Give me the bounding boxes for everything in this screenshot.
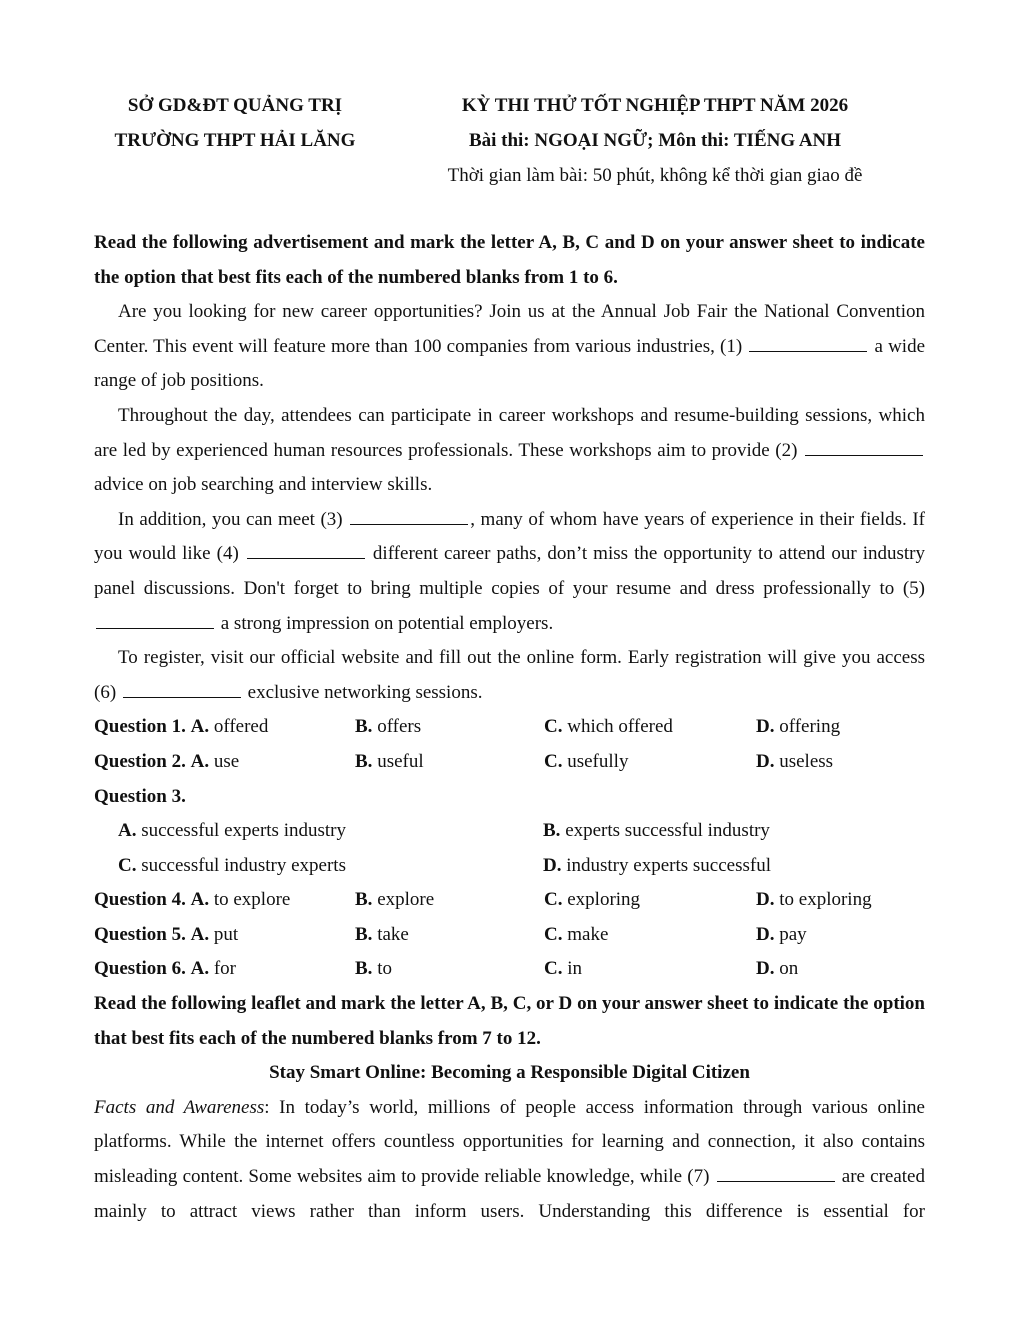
option-a[interactable]: offered (213, 716, 269, 738)
question-3-row-2 (94, 849, 925, 884)
option-a[interactable]: for (213, 958, 236, 980)
text: Throughout the day, attendees can participate in career workshops and resume-building sessions, which are led by experienced human resources professionals. These workshops aim to provide (2) (94, 404, 925, 461)
option-letter: C. (544, 889, 563, 911)
department-name: SỞ GD&ĐT QUẢNG TRỊ (127, 95, 343, 116)
school-header (70, 88, 400, 158)
question-1 (94, 710, 925, 745)
option-c[interactable]: usefully (567, 750, 629, 772)
question-label: Question 1. (94, 716, 186, 738)
blank-2 (805, 437, 923, 456)
blank-7 (717, 1163, 835, 1182)
option-letter: C. (544, 716, 563, 738)
option-letter: D. (756, 958, 775, 980)
option-b[interactable]: to (377, 958, 392, 980)
question-label: Question 6. (94, 958, 186, 980)
option-b[interactable]: offers (377, 716, 422, 738)
option-letter: A. (190, 923, 210, 945)
blank-1 (749, 333, 867, 352)
blank-6 (123, 679, 241, 698)
option-a[interactable]: put (213, 923, 239, 945)
option-d[interactable]: on (779, 958, 799, 980)
option-d[interactable]: pay (779, 923, 807, 945)
option-letter: A. (118, 820, 137, 842)
option-letter: A. (190, 750, 210, 772)
question-5 (94, 918, 925, 953)
option-a[interactable]: successful experts industry (141, 820, 346, 842)
option-letter: D. (756, 923, 775, 945)
option-d[interactable]: to exploring (779, 889, 872, 911)
section1-instruction: Read the following advertisement and mark the letter A, B, C and D on your answer sheet to indicate the option that best fits each of the numbered blanks from 1 to 6. (94, 232, 925, 288)
text: exclusive networking sessions. (247, 681, 483, 703)
option-letter: C. (544, 958, 563, 980)
ad-paragraph-1 (94, 295, 925, 399)
leaflet-paragraph-1 (94, 1091, 925, 1229)
section2-instruction: Read the following leaflet and mark the letter A, B, C, or D on your answer sheet to indicate the option that best fits each of the numbered blanks from 7 to 12. (94, 993, 925, 1049)
option-letter: D. (756, 716, 775, 738)
text: different career paths, don’t miss the opportunity to attend our industry panel discussions. Don't forget to bring multiple copies of your resume and dress professionally to (5) (94, 543, 926, 599)
question-4 (94, 883, 925, 918)
leaflet-title: Stay Smart Online: Becoming a Responsible Digital Citizen (269, 1062, 750, 1084)
option-letter: B. (355, 716, 373, 738)
option-d[interactable]: industry experts successful (566, 854, 771, 876)
option-b[interactable]: take (377, 923, 409, 945)
blank-4 (247, 540, 365, 559)
exam-subject: Bài thi: NGOẠI NGỮ; Môn thi: TIẾNG ANH (468, 130, 842, 151)
option-letter: A. (190, 958, 210, 980)
option-letter: A. (190, 716, 210, 738)
text: a wide range of job positions. (94, 335, 926, 392)
option-c[interactable]: make (567, 923, 609, 945)
text: , many of whom have years of experience in their fields. If you would like (4) (94, 508, 926, 565)
ad-paragraph-4 (94, 641, 925, 710)
option-letter: B. (355, 923, 373, 945)
option-letter: D. (756, 889, 775, 911)
text: advice on job searching and interview skills. (94, 474, 433, 496)
ad-paragraph-2 (94, 399, 925, 503)
option-d[interactable]: offering (779, 716, 841, 738)
question-label: Question 4. (94, 889, 186, 911)
option-a[interactable]: use (213, 750, 240, 772)
exam-title: KỲ THI THỬ TỐT NGHIỆP THPT NĂM 2026 (461, 95, 849, 116)
option-b[interactable]: experts successful industry (565, 820, 770, 842)
option-c[interactable]: exploring (567, 889, 641, 911)
question-label: Question 5. (94, 923, 186, 945)
option-letter: B. (355, 958, 373, 980)
text: In addition, you can meet (3) (118, 508, 343, 530)
option-letter: C. (544, 750, 563, 772)
exam-header (395, 88, 915, 193)
option-letter: A. (190, 889, 210, 911)
option-c[interactable]: in (567, 958, 583, 980)
text: To register, visit our official website and fill out the online form. Early registration will give you access (6) (94, 647, 925, 703)
option-d[interactable]: useless (779, 750, 834, 772)
text: a strong impression on potential employers. (220, 612, 554, 634)
question-3-label-row (94, 780, 925, 815)
exam-content (94, 226, 925, 1229)
option-letter: C. (544, 923, 563, 945)
question-2 (94, 745, 925, 780)
blank-5 (96, 610, 214, 629)
text: : In today’s world, millions of people access information through various online platforms. While the internet offers countless opportunities for learning and connection, it also contains misleading content. Some websites aim to provide reliable knowledge, while (7) (94, 1096, 925, 1188)
option-c[interactable]: which offered (567, 716, 673, 738)
option-letter: C. (118, 854, 137, 876)
school-name: TRƯỜNG THPT HẢI LĂNG (114, 130, 356, 151)
option-letter: B. (543, 820, 561, 842)
option-letter: D. (543, 854, 562, 876)
option-b[interactable]: useful (377, 750, 424, 772)
question-6 (94, 952, 925, 987)
option-letter: B. (355, 750, 373, 772)
question-3-row-1 (94, 814, 925, 849)
ad-paragraph-3 (94, 503, 925, 641)
option-letter: D. (756, 750, 775, 772)
option-a[interactable]: to explore (213, 889, 291, 911)
option-c[interactable]: successful industry experts (141, 854, 346, 876)
option-b[interactable]: explore (377, 889, 435, 911)
text: are created mainly to attract views rather than inform users. Understanding this difference is essential for (94, 1166, 925, 1222)
exam-duration: Thời gian làm bài: 50 phút, không kể thời gian giao đề (447, 165, 863, 186)
question-label: Question 3. (94, 785, 186, 807)
option-letter: B. (355, 889, 373, 911)
blank-3 (350, 506, 468, 525)
paragraph-label: Facts and Awareness (94, 1096, 265, 1118)
question-label: Question 2. (94, 750, 186, 772)
text: Are you looking for new career opportunities? Join us at the Annual Job Fair the National Convention Center. This event will feature more than 100 companies from various industries, (1) (94, 301, 925, 357)
